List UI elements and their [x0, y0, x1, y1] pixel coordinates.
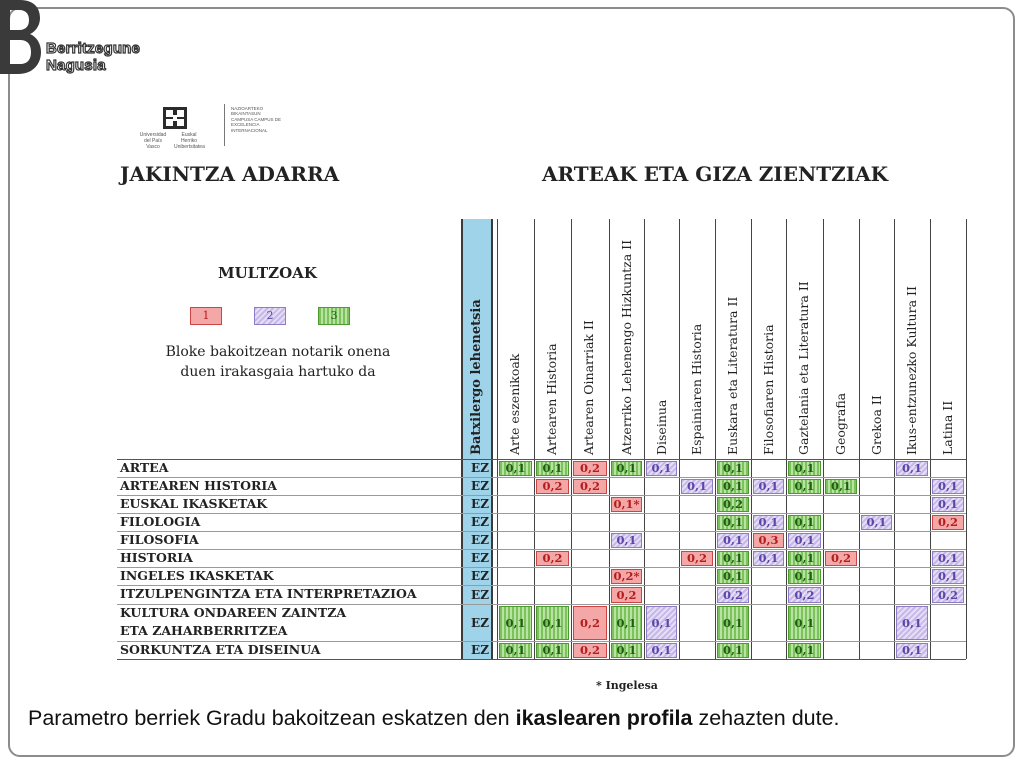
grid-col-line — [966, 219, 967, 659]
subject-header: Euskara eta Literatura II — [725, 296, 740, 455]
row-label: ARTEA — [120, 460, 169, 475]
row-label: FILOLOGIA — [120, 514, 201, 529]
score-cell: 0,1 — [646, 461, 677, 476]
grid-row-line — [117, 659, 966, 660]
footnote: * Ingelesa — [596, 679, 658, 692]
grid-col-line — [571, 219, 572, 659]
batxilergo-value: EZ — [471, 533, 489, 547]
score-cell: 0,2 — [681, 551, 713, 566]
score-cell: 0,2 — [573, 479, 607, 494]
score-cell: 0,1 — [896, 606, 928, 640]
row-label: SORKUNTZA ETA DISEINUA — [120, 642, 321, 657]
subject-header: Arte eszenikoak — [507, 353, 522, 455]
score-cell: 0,1 — [788, 479, 821, 494]
legend-title: MULTZOAK — [218, 264, 317, 282]
score-cell: 0,1 — [753, 479, 784, 494]
batxilergo-value: EZ — [471, 615, 489, 630]
subject-header: Espainiaren Historia — [689, 323, 704, 455]
score-cell: 0,1 — [611, 461, 642, 476]
score-cell: 0,1 — [896, 643, 928, 658]
batxilergo-header: Batxilergo lehenetsia — [469, 299, 484, 455]
score-cell: 0,1 — [861, 515, 892, 530]
caption-pre: Parametro berriek Gradu bakoitzean eskatzen den — [28, 706, 516, 730]
grid-col-line — [609, 219, 610, 659]
grid-col-line — [894, 219, 895, 659]
score-cell: 0,2* — [611, 569, 642, 584]
score-cell: 0,1 — [788, 606, 821, 640]
batxilergo-value: EZ — [471, 515, 489, 529]
score-cell: 0,2 — [932, 515, 964, 530]
grid-col-line — [930, 219, 931, 659]
slide-caption — [28, 706, 1008, 731]
score-cell: 0,1 — [932, 551, 964, 566]
score-cell: 0,2 — [573, 461, 607, 476]
batxilergo-value: EZ — [471, 551, 489, 565]
subject-header: Grekoa II — [869, 395, 884, 455]
score-cell: 0,1 — [932, 569, 964, 584]
university-emblem-icon — [162, 106, 188, 130]
grid-row-line — [117, 549, 966, 550]
grid-row-line — [117, 513, 966, 514]
subject-header: Diseinua — [654, 399, 669, 455]
subject-header: Filosofiaren Historia — [761, 324, 776, 455]
score-cell: 0,1 — [611, 533, 642, 548]
score-cell: 0,1 — [717, 533, 749, 548]
batxilergo-value: EZ — [471, 479, 489, 493]
batxilergo-value: EZ — [471, 497, 489, 511]
row-label-line2: ETA ZAHARBERRITZEA — [120, 623, 288, 638]
score-cell: 0,2 — [536, 479, 569, 494]
campus-text: NAZIOARTEKO BIKAINTASUN CAMPUSA CAMPUS DE EXCELENCIA INTERNACIONAL — [231, 106, 282, 133]
grid-col-line — [786, 219, 787, 659]
legend-item-3: 3 — [318, 307, 350, 325]
score-cell: 0,1 — [788, 515, 821, 530]
score-cell: 0,1 — [788, 643, 821, 658]
grid-col-line — [751, 219, 752, 659]
legend-item-1: 1 — [190, 307, 222, 325]
score-cell: 0,2 — [573, 643, 607, 658]
score-cell: 0,1 — [536, 461, 569, 476]
score-cell: 0,1 — [788, 551, 821, 566]
score-cell: 0,1 — [611, 606, 642, 640]
logo-divider — [224, 104, 225, 146]
caption-post: zehazten dute. — [692, 706, 840, 730]
score-cell: 0,1 — [717, 461, 749, 476]
score-cell: 0,2 — [536, 551, 569, 566]
score-cell: 0,1 — [717, 479, 749, 494]
score-cell: 0,1 — [825, 479, 857, 494]
heading-left: JAKINTZA ADARRA — [120, 162, 340, 186]
score-cell: 0,1 — [753, 551, 784, 566]
subject-header: Artearen Historia — [544, 343, 559, 455]
grid-col-line — [534, 219, 535, 659]
score-cell: 0,2 — [717, 497, 749, 512]
score-cell: 0,2 — [825, 551, 857, 566]
grid-row-line — [117, 531, 966, 532]
score-cell: 0,3 — [753, 533, 784, 548]
score-cell: 0,1 — [499, 643, 532, 658]
berritzegune-logo-icon — [0, 0, 42, 74]
brand-line2: Nagusia — [46, 57, 106, 74]
university-name-eu: Euskal Herriko Unibertsitatea — [174, 132, 205, 150]
score-cell: 0,1 — [499, 461, 532, 476]
batxilergo-value: EZ — [471, 569, 489, 583]
grid-col-line — [859, 219, 860, 659]
score-cell: 0,1 — [896, 461, 928, 476]
grid-col-line — [644, 219, 645, 659]
score-cell: 0,1 — [717, 569, 749, 584]
heading-right: ARTEAK ETA GIZA ZIENTZIAK — [542, 162, 889, 186]
subject-header: Atzerriko Lehenengo Hizkuntza II — [619, 239, 634, 455]
score-cell: 0,1* — [611, 497, 642, 512]
score-cell: 0,1 — [753, 515, 784, 530]
grid-col-line — [823, 219, 824, 659]
score-cell: 0,1 — [788, 461, 821, 476]
score-cell: 0,1 — [536, 643, 569, 658]
subject-header: Latina II — [940, 400, 955, 455]
row-label: FILOSOFIA — [120, 532, 199, 547]
score-cell: 0,1 — [788, 533, 821, 548]
brand-line1: Berritzegune — [46, 40, 141, 57]
score-cell: 0,1 — [717, 551, 749, 566]
brand-name — [46, 40, 140, 74]
grid-col-line — [497, 219, 498, 659]
score-cell: 0,1 — [646, 643, 677, 658]
score-cell: 0,1 — [499, 606, 532, 640]
score-cell: 0,1 — [646, 606, 677, 640]
score-cell: 0,1 — [932, 479, 964, 494]
score-cell: 0,2 — [932, 587, 964, 603]
score-cell: 0,1 — [717, 515, 749, 530]
score-cell: 0,1 — [717, 606, 749, 640]
score-cell: 0,2 — [717, 587, 749, 603]
legend-text-line1: Bloke bakoitzean notarik onena — [165, 344, 391, 360]
grid-col-line — [679, 219, 680, 659]
score-cell: 0,1 — [717, 643, 749, 658]
row-label: INGELES IKASKETAK — [120, 568, 274, 583]
row-label: ITZULPENGINTZA ETA INTERPRETAZIOA — [120, 586, 417, 601]
caption-bold: ikaslearen profila — [515, 706, 693, 730]
batxilergo-value: EZ — [471, 643, 489, 657]
university-logo — [120, 104, 282, 150]
legend-item-2: 2 — [254, 307, 286, 325]
grid-col-line — [715, 219, 716, 659]
university-name-es: Universidad del País Vasco — [139, 132, 167, 150]
subject-header: Geografia — [833, 392, 848, 455]
score-cell: 0,1 — [681, 479, 713, 494]
subject-header: Gaztelania eta Literatura II — [796, 281, 811, 455]
score-cell: 0,1 — [932, 497, 964, 512]
batxilergo-value: EZ — [471, 461, 489, 475]
grid-row-line — [117, 459, 966, 460]
score-cell: 0,2 — [611, 587, 642, 603]
row-label: ARTEAREN HISTORIA — [120, 478, 277, 493]
row-label: EUSKAL IKASKETAK — [120, 496, 268, 511]
row-label: HISTORIA — [120, 550, 193, 565]
row-label: KULTURA ONDAREEN ZAINTZA — [120, 605, 347, 620]
legend-text-line2: duen irakasgaia hartuko da — [180, 364, 376, 380]
subject-header: Artearen Oinarriak II — [581, 320, 596, 455]
score-cell: 0,1 — [536, 606, 569, 640]
score-cell: 0,1 — [611, 643, 642, 658]
batxilergo-value: EZ — [471, 587, 489, 602]
legend-description — [158, 342, 398, 382]
score-cell: 0,2 — [573, 606, 607, 640]
score-cell: 0,1 — [788, 569, 821, 584]
score-cell: 0,2 — [788, 587, 821, 603]
subject-header: Ikus-entzunezko Kultura II — [904, 286, 919, 455]
